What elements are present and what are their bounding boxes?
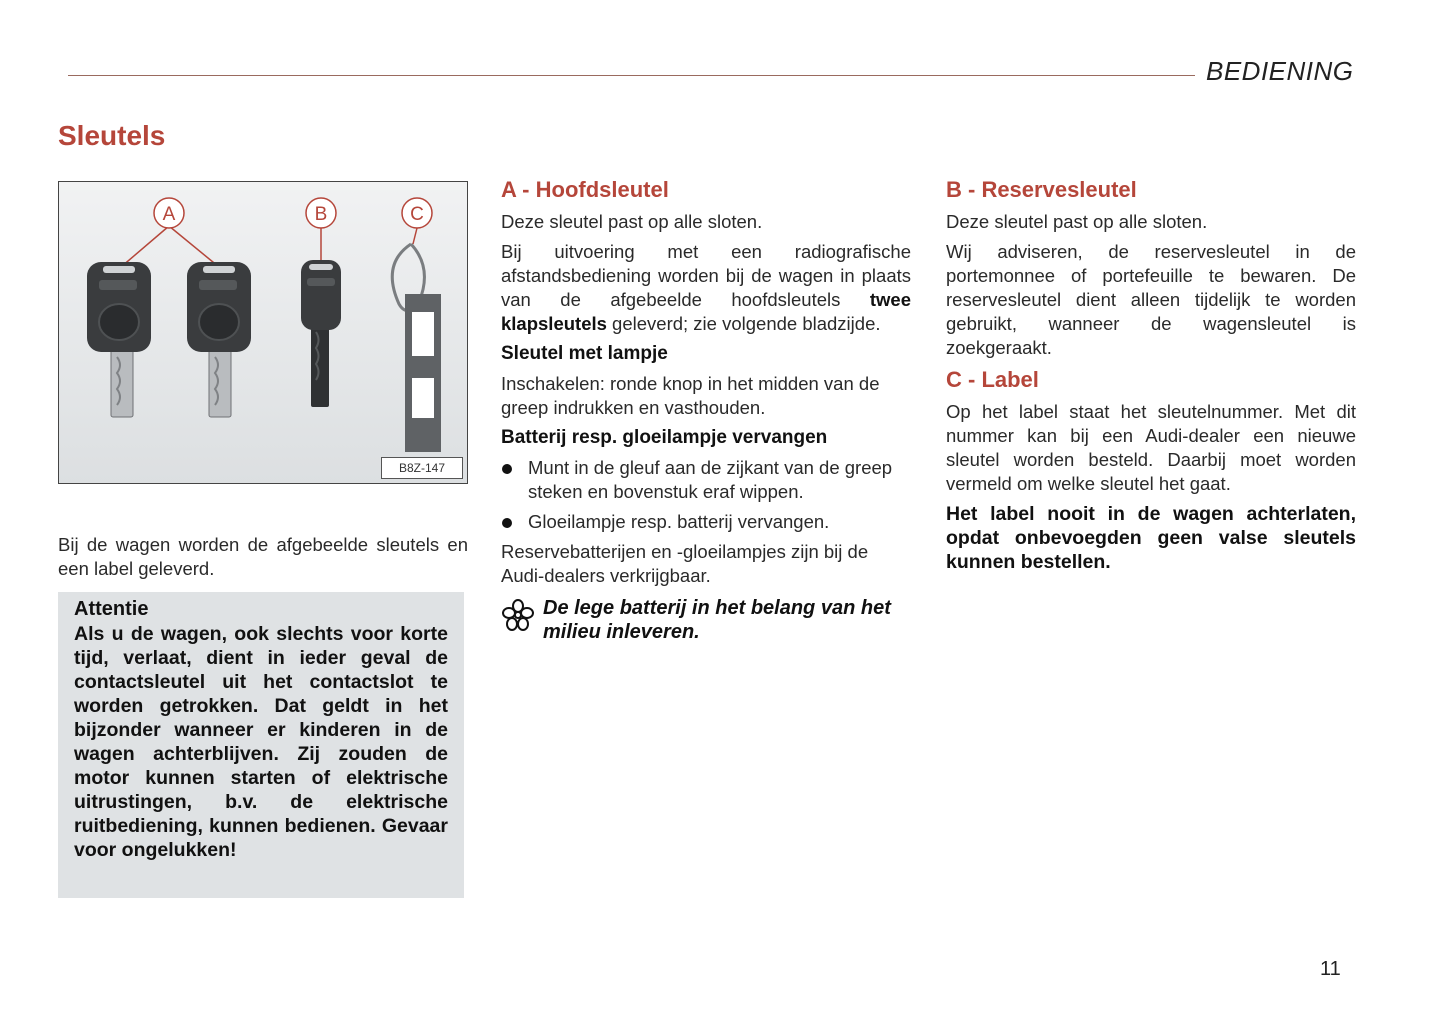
warning-text: Als u de wagen, ook slechts voor korte tijd, verlaat, dient in ieder geval de contactsleutel uit het contactslot te worden getrokken. Dat geldt in het bijzonder wanneer er kinderen in de wagen achterblijven. Zij zouden de motor kunnen starten of elektrische uitrustingen, b.v. de elektrische ruitbediening, kunnen bedienen. Gevaar voor ongelukken! — [74, 623, 448, 861]
main-key-p2-before: Bij uitvoering met een radiografische afstandsbediening worden bij de wagen in plaats van de afgebeelde hoofdsleutels — [501, 241, 911, 310]
lamp-text: Inschakelen: ronde knop in het midden van de greep indrukken en vasthouden. — [501, 373, 880, 418]
label-warning: Het label nooit in de wagen achterlaten, opdat onbevoegden geen valse sleutels kunnen bestellen. — [946, 503, 1356, 573]
battery-bullet-1: Munt in de gleuf aan de zijkant van de greep steken en bovenstuk eraf wippen. — [501, 456, 911, 504]
header-rule — [68, 75, 1195, 76]
intro-column — [58, 533, 468, 587]
main-key-p2 — [501, 240, 911, 336]
spare-key-column — [946, 176, 1356, 580]
main-key-p2-bold: twee klapsleutels — [501, 289, 911, 334]
warning-title: Attentie — [74, 598, 149, 620]
label-p1: Op het label staat het sleutelnummer. Met dit nummer kan bij een Audi-dealer een nieuwe sleutel worden besteld. Daarbij moet worden vermeld om welke sleutel het gaat. — [946, 401, 1356, 494]
intro-text: Bij de wagen worden de afgebeelde sleutels en een label geleverd. — [58, 534, 468, 579]
keys-illustration — [59, 182, 468, 484]
environment-note — [501, 596, 911, 644]
spare-parts-text: Reservebatterijen en -gloeilampjes zijn bij de Audi-dealers verkrijgbaar. — [501, 541, 869, 586]
main-key-p1: Deze sleutel past op alle sloten. — [501, 211, 763, 232]
environment-flower-icon — [501, 598, 535, 632]
main-key-heading: A - Hoofdsleutel — [501, 177, 669, 202]
battery-bullet-2: Gloeilampje resp. batterij vervangen. — [501, 510, 911, 534]
label-heading: C - Label — [946, 367, 1039, 392]
environment-note-text: De lege batterij in het belang van het milieu inleveren. — [543, 597, 891, 643]
warning-box — [58, 592, 464, 898]
lamp-heading: Sleutel met lampje — [501, 343, 668, 364]
main-key-column — [501, 176, 911, 644]
section-label: BEDIENING — [1206, 56, 1354, 86]
callout-a — [154, 198, 184, 228]
spare-key-p1: Deze sleutel past op alle sloten. — [946, 211, 1208, 232]
main-key-p2-after: geleverd; zie volgende bladzijde. — [606, 313, 881, 334]
callout-a-letter: A — [162, 204, 176, 225]
callout-b-letter: B — [314, 204, 328, 225]
spare-key-p2: Wij adviseren, de reservesleutel in de portemonnee of portefeuille te bewaren. De reservesleutel dient alleen tijdelijk te worden gebruikt, wanneer de wagensleutel is zoekgeraakt. — [946, 241, 1356, 358]
spare-key-heading: B - Reservesleutel — [946, 177, 1137, 202]
battery-heading: Batterij resp. gloeilampje vervangen — [501, 427, 828, 448]
callout-c — [402, 198, 432, 228]
figure-code: B8Z-147 — [381, 457, 463, 479]
callout-b — [306, 198, 336, 228]
keys-figure — [58, 181, 468, 484]
callout-c-letter: C — [410, 204, 424, 225]
page-number: 11 — [1320, 958, 1341, 980]
page-title: Sleutels — [58, 120, 166, 151]
